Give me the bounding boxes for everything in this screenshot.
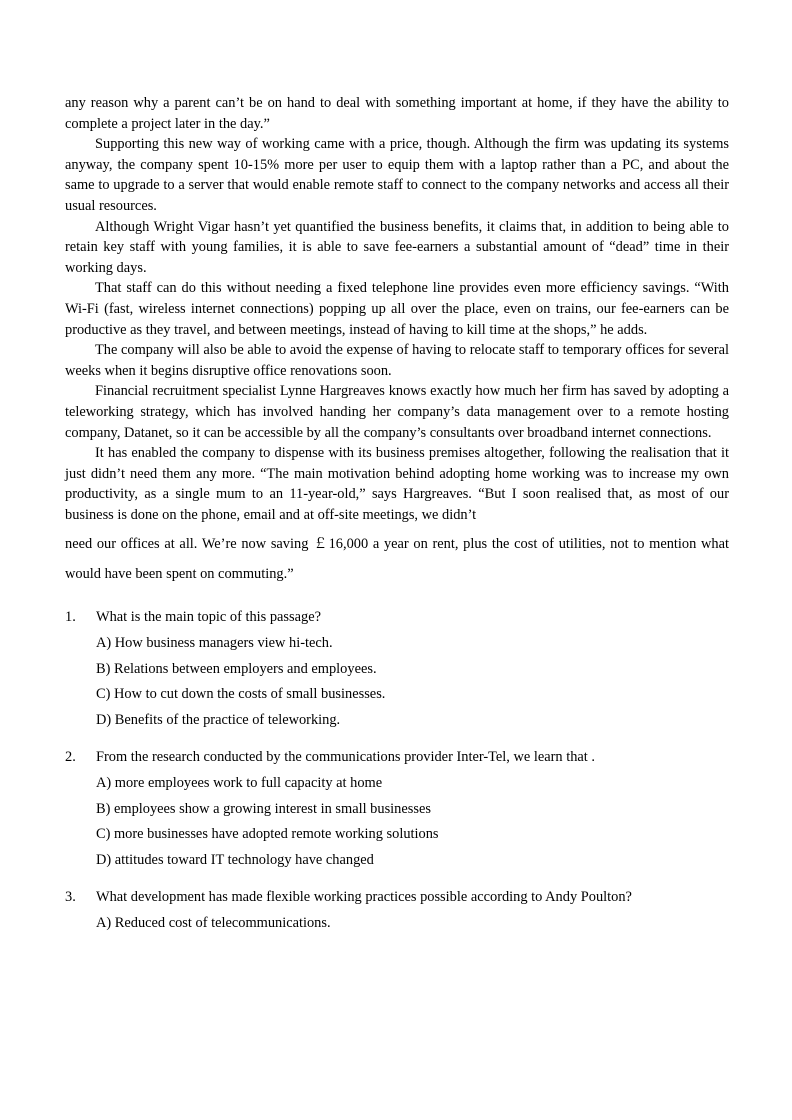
reading-passage <box>65 93 729 589</box>
question-number: 2. <box>65 749 76 766</box>
answer-option-a: A) How business managers view hi-tech. <box>96 635 333 652</box>
answer-option-a: A) more employees work to full capacity at home <box>96 775 383 792</box>
answer-option-c: C) more businesses have adopted remote working solutions <box>96 826 439 843</box>
answer-option-a: A) Reduced cost of telecommunications. <box>96 915 331 931</box>
question-text: What development has made flexible working practices possible according to Andy Poulton? <box>96 889 632 906</box>
question-number: 1. <box>65 609 76 626</box>
passage-paragraph: any reason why a parent can’t be on hand to deal with something important at home, if they have the ability to complete a project later in the day.” <box>65 95 729 132</box>
passage-paragraph: Supporting this new way of working came with a price, though. Although the firm was updating its systems anyway, the company spent 10-15% more per user to equip them with a laptop rather than a PC, and about the same to upgrade to a server that would enable remote staff to connect to the company networks and access all their usual resources. <box>65 136 729 214</box>
question-2 <box>65 747 729 870</box>
answer-option-c: C) How to cut down the costs of small businesses. <box>96 686 386 703</box>
passage-paragraph-continued: need our offices at all. We’re now saving ￡16,000 a year on rent, plus the cost of utilities, not to mention what would have been spent on commuting.” <box>65 536 729 583</box>
question-list <box>65 607 729 933</box>
answer-option-b: B) Relations between employers and employees. <box>96 660 377 677</box>
passage-paragraph: Although Wright Vigar hasn’t yet quantified the business benefits, it claims that, in addition to being able to retain key staff with young families, it is able to save fee-earners a substantial amount of “dead” time in their working days. <box>65 218 729 276</box>
passage-paragraph: It has enabled the company to dispense with its business premises altogether, following the realisation that it just didn’t need them any more. “The main motivation behind adopting home working was to increase my own productivity, as a single mum to an 11-year-old,” says Hargreaves. “But I soon realised that, as most of our business is done on the phone, email and at off-site meetings, we didn’t <box>65 445 729 523</box>
question-text: What is the main topic of this passage? <box>96 609 321 626</box>
answer-option-d: D) Benefits of the practice of teleworking. <box>96 711 341 728</box>
question-stem <box>65 887 729 908</box>
document-page <box>65 93 729 951</box>
passage-paragraph: Financial recruitment specialist Lynne Hargreaves knows exactly how much her firm has saved by adopting a teleworking strategy, which has involved handing her company’s data management over to a remote hosting company, Datanet, so it can be accessible by all the company’s consultants over broadband internet connections. <box>65 383 729 441</box>
question-3 <box>65 887 729 933</box>
question-stem <box>65 607 729 628</box>
passage-paragraph: That staff can do this without needing a fixed telephone line provides even more efficiency savings. “With Wi-Fi (fast, wireless internet connections) popping up all over the place, even on trains, our fee-earners can be productive as they travel, and between meetings, instead of having to kill time at the shops,” he adds. <box>65 280 729 338</box>
question-number: 3. <box>65 889 76 906</box>
question-stem <box>65 747 729 768</box>
question-1 <box>65 607 729 730</box>
passage-paragraph: The company will also be able to avoid the expense of having to relocate staff to temporary offices for several weeks when it begins disruptive office renovations soon. <box>65 342 729 379</box>
answer-option-b: B) employees show a growing interest in small businesses <box>96 800 431 817</box>
question-text: From the research conducted by the communications provider Inter-Tel, we learn that . <box>96 749 595 766</box>
answer-option-d: D) attitudes toward IT technology have changed <box>96 851 374 868</box>
